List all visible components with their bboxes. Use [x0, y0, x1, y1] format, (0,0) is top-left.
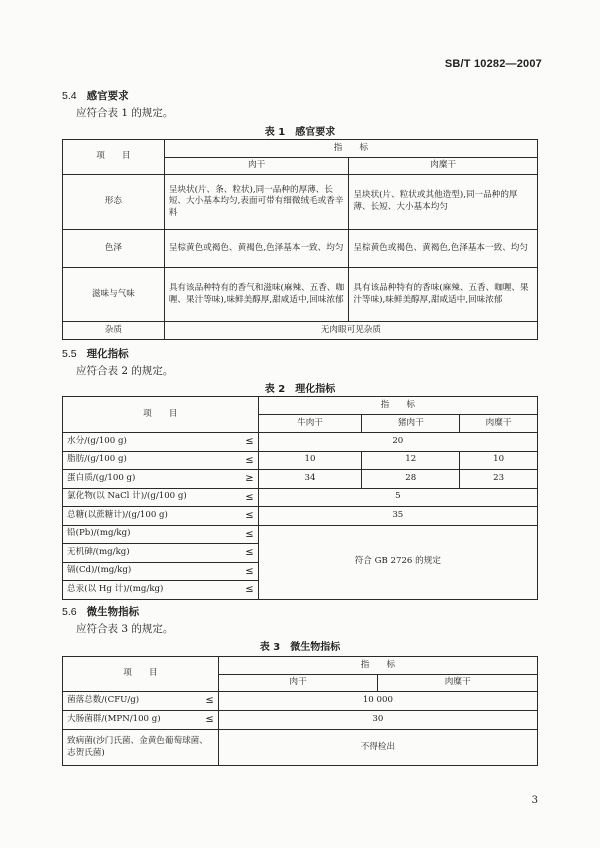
comparison-symbol: ≤	[245, 565, 254, 577]
cell: 10	[460, 451, 538, 470]
cell: 呈块状(片、粒状或其他造型),同一品种的厚薄、长短、大小基本均匀	[349, 175, 538, 230]
col-indicator-header: 指 标	[258, 397, 537, 415]
cell: 呈棕黄色或褐色、黄褐色,色泽基本一致、均匀	[164, 230, 349, 268]
section-5-5-heading	[62, 346, 129, 361]
row-item: 脂肪/(g/100 g)	[67, 454, 127, 465]
cell: 具有该品种特有的香气和滋味(麻辣、五香、咖喱、果汁等味),味鲜美醇厚,甜咸适中,回味浓郁	[164, 268, 349, 322]
comparison-symbol: ≥	[245, 473, 254, 484]
row-item: 滋味与气味	[63, 268, 165, 322]
sub-col-header: 肉糜干	[349, 158, 538, 175]
table-row	[63, 730, 538, 766]
comparison-symbol: ≤	[245, 454, 254, 466]
table-row	[63, 692, 538, 711]
cell: 呈块状(片、条、粒状),同一品种的厚薄、长短、大小基本均匀,表面可带有细微绒毛或香辛料	[164, 175, 349, 230]
table-3-caption: 表 3 微生物指标	[259, 642, 341, 653]
table-row	[63, 488, 538, 507]
row-item: 杂质	[63, 322, 165, 340]
row-item: 总糖(以蔗糖计)/(g/100 g)	[67, 509, 168, 520]
merged-cell: 10 000	[218, 692, 537, 711]
table-1-caption: 表 1 感官要求	[264, 127, 336, 138]
table-row	[63, 268, 538, 322]
sub-col-header: 肉干	[164, 158, 349, 175]
sub-col-header: 肉糜干	[460, 415, 538, 433]
table-row	[63, 322, 538, 340]
col-item-header: 项 目	[63, 657, 219, 692]
table-row	[63, 507, 538, 526]
table-row	[63, 525, 538, 544]
comparison-symbol: ≤	[245, 547, 254, 558]
section-title: 感官要求	[86, 90, 129, 102]
cell: 具有该品种特有的香味(麻辣、五香、咖喱、果汁等味),味鲜美醇厚,甜咸适中,回味浓郁	[349, 268, 538, 322]
row-item: 大肠菌群/(MPN/100 g)	[67, 714, 161, 725]
page-number: 3	[531, 795, 538, 806]
merged-cell-heavy-metals: 符合 GB 2726 的规定	[258, 525, 537, 599]
merged-cell: 无肉眼可见杂质	[164, 322, 537, 340]
merged-cell: 5	[258, 488, 537, 507]
cell: 呈棕黄色或褐色、黄褐色,色泽基本一致、均匀	[349, 230, 538, 268]
row-item: 无机砷/(mg/kg)	[67, 546, 130, 557]
cell: 34	[258, 470, 362, 489]
section-number: 5.6	[62, 606, 77, 618]
table-row	[63, 711, 538, 730]
row-item: 水分/(g/100 g)	[67, 435, 127, 446]
section-title: 微生物指标	[86, 606, 140, 618]
sub-col-header: 牛肉干	[258, 415, 362, 433]
section-5-6-heading	[62, 604, 139, 619]
table-row	[63, 175, 538, 230]
row-item: 总汞(以 Hg 计)/(mg/kg)	[67, 583, 164, 594]
table-row	[63, 451, 538, 470]
table-3	[62, 656, 538, 766]
row-item: 蛋白质/(g/100 g)	[67, 472, 136, 483]
table-row	[63, 470, 538, 489]
merged-cell: 不得检出	[218, 730, 537, 766]
row-item: 菌落总数/(CFU/g)	[67, 695, 140, 706]
comparison-symbol: ≤	[205, 695, 214, 707]
comparison-symbol: ≤	[245, 528, 254, 540]
cell: 10	[258, 451, 362, 470]
comparison-symbol: ≤	[245, 584, 254, 595]
row-item: 氯化物(以 NaCl 计)/(g/100 g)	[67, 491, 187, 502]
col-indicator-header: 指 标	[218, 657, 537, 675]
row-item: 铅(Pb)/(mg/kg)	[67, 528, 131, 539]
row-item: 色泽	[63, 230, 165, 268]
standard-code: SB/T 10282—2007	[444, 58, 542, 70]
sub-col-header: 猪肉干	[362, 415, 460, 433]
cell: 23	[460, 470, 538, 489]
table-row	[63, 230, 538, 268]
cell: 28	[362, 470, 460, 489]
table-2-caption: 表 2 理化指标	[264, 384, 336, 395]
table-row	[63, 433, 538, 452]
col-item-header: 项 目	[63, 140, 165, 175]
table-2	[62, 396, 538, 600]
comparison-symbol: ≤	[245, 510, 254, 521]
section-title: 理化指标	[86, 348, 129, 360]
row-item: 镉(Cd)/(mg/kg)	[67, 565, 132, 576]
comparison-symbol: ≤	[245, 436, 254, 447]
row-item: 致病菌(沙门氏菌、金黄色葡萄球菌、志贺氏菌)	[63, 730, 219, 766]
section-5-4-heading	[62, 88, 129, 103]
section-number: 5.4	[62, 90, 77, 102]
section-5-6-text: 应符合表 3 的规定。	[76, 623, 174, 635]
table-1	[62, 139, 538, 340]
section-5-5-text: 应符合表 2 的规定。	[76, 365, 174, 377]
col-item-header: 项 目	[63, 397, 259, 433]
comparison-symbol: ≤	[245, 491, 254, 503]
cell: 12	[362, 451, 460, 470]
row-item: 形态	[63, 175, 165, 230]
comparison-symbol: ≤	[205, 714, 214, 726]
section-number: 5.5	[62, 348, 77, 360]
merged-cell: 30	[218, 711, 537, 730]
merged-cell: 35	[258, 507, 537, 526]
sub-col-header: 肉干	[218, 675, 378, 692]
sub-col-header: 肉糜干	[378, 675, 538, 692]
merged-cell: 20	[258, 433, 537, 452]
col-indicator-header: 指 标	[164, 140, 537, 158]
section-5-4-text: 应符合表 1 的规定。	[76, 107, 174, 119]
